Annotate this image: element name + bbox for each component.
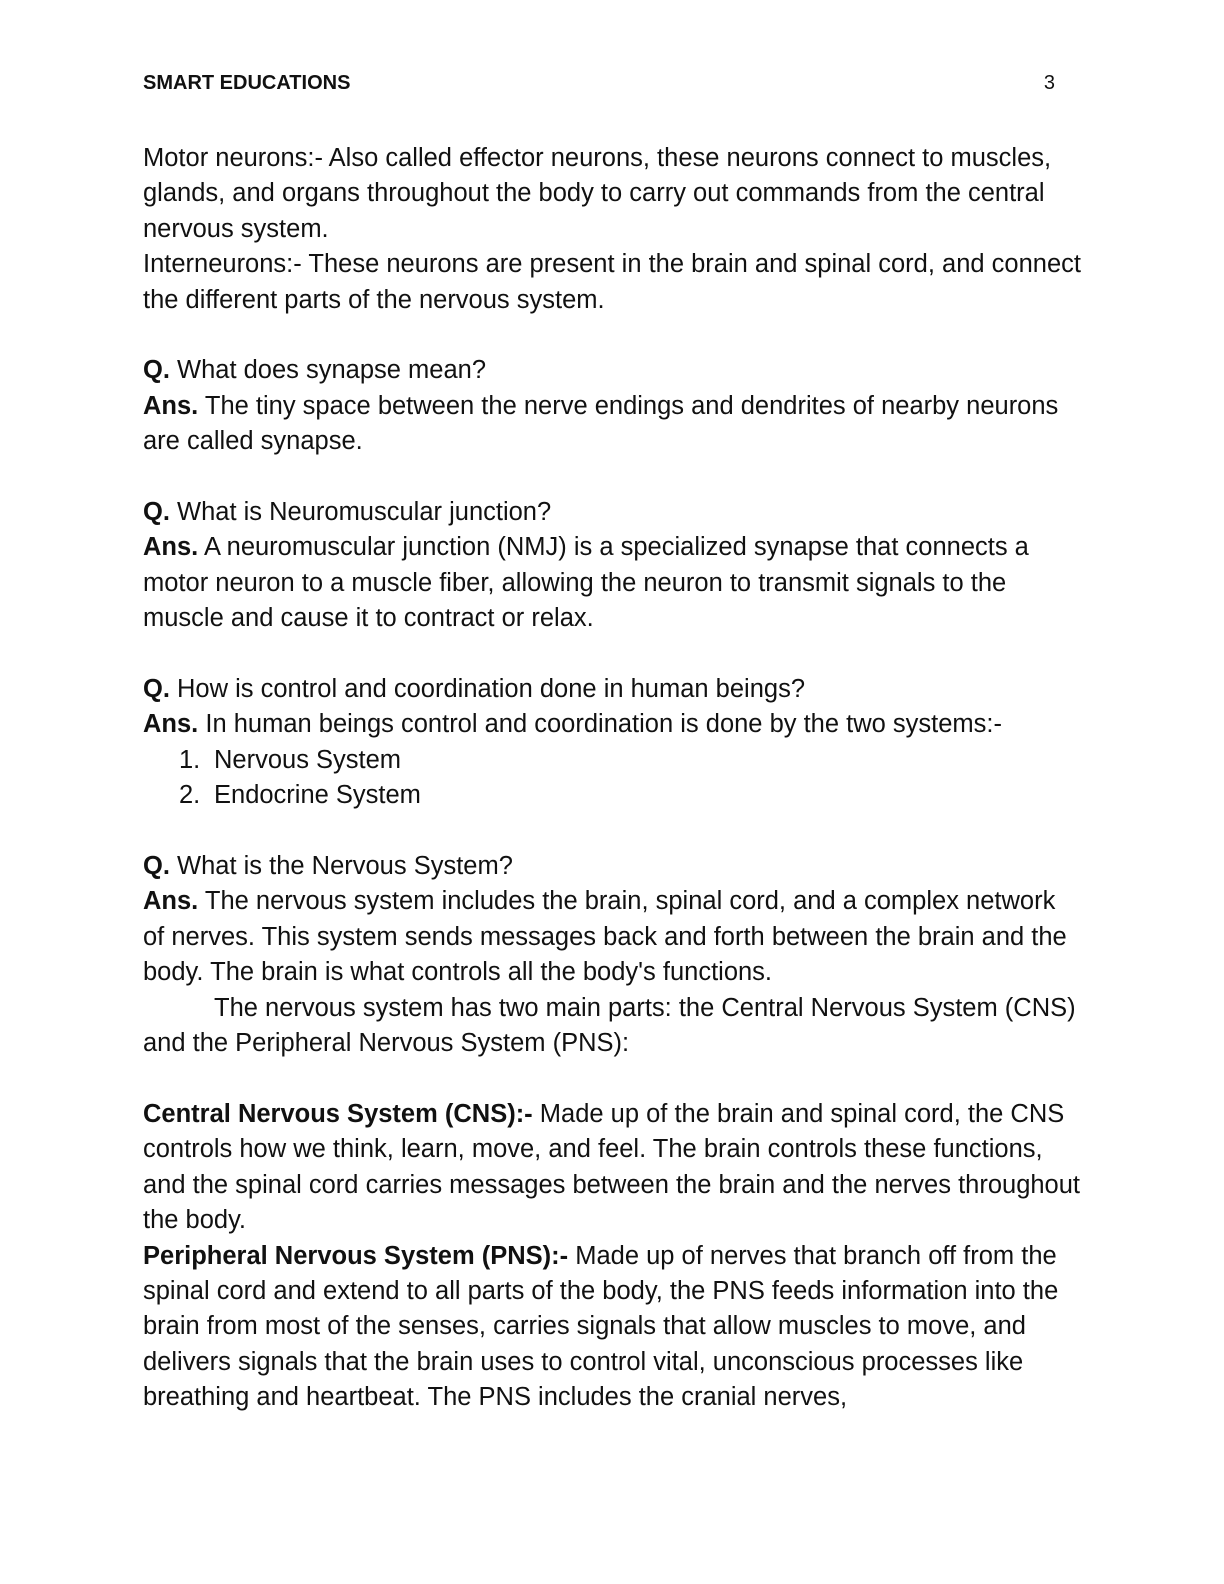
question-text: What is the Nervous System? [177,852,513,881]
pns-paragraph [143,1239,1083,1416]
question-text: What is Neuromuscular junction? [177,498,552,527]
pns-term: Peripheral Nervous System (PNS):- [143,1241,569,1270]
nervous-system-parts: The nervous system has two main parts: the Central Nervous System (CNS) and the Peripheral Nervous System (PNS): [143,993,1076,1058]
answer-text: In human beings control and coordination is done by the two systems:- [205,710,1002,739]
page-number: 3 [1043,72,1055,94]
answer-label: Ans. [143,533,199,562]
answer-control [143,707,1083,742]
answer-label: Ans. [143,887,199,916]
question-nmj [143,495,1083,530]
question-text: How is control and coordination done in human beings? [177,675,806,704]
answer-synapse [143,389,1083,460]
answer-text: A neuromuscular junction (NMJ) is a specialized synapse that connects a motor neuron to a muscle fiber, allowing the neuron to transmit signals to the muscle and cause it to contract or relax. [143,533,1029,633]
answer-nmj [143,530,1083,636]
motor-neurons-paragraph: Motor neurons:- Also called effector neurons, these neurons connect to muscles, glands, and organs throughout the body to carry out commands from the central nervous system. [143,144,1052,243]
list-item [143,778,1083,813]
cns-paragraph [143,1097,1083,1239]
header-title: SMART EDUCATIONS [143,72,351,94]
page-header [143,72,1055,98]
list-text: Endocrine System [214,781,421,810]
systems-list [143,743,1083,814]
question-label: Q. [143,356,170,385]
question-text: What does synapse mean? [177,356,487,385]
question-label: Q. [143,675,170,704]
answer-text: The nervous system includes the brain, spinal cord, and a complex network of nerves. This system sends messages back and forth between the brain and the body. The brain is what controls all the body's functions. [143,887,1067,987]
page-content [143,141,1083,1416]
cns-term: Central Nervous System (CNS):- [143,1099,533,1128]
question-nervous-system [143,849,1083,884]
answer-label: Ans. [143,391,199,420]
pns-text: Made up of nerves that branch off from the spinal cord and extend to all parts of the body, the PNS feeds information into the brain from most of the senses, carries signals that allow muscles to move, and delivers signals that the brain uses to control vital, unconscious processes like breathing and heartbeat. The PNS includes the cranial nerves, [143,1241,1059,1412]
question-label: Q. [143,498,170,527]
answer-text: The tiny space between the nerve endings and dendrites of nearby neurons are called synapse. [143,391,1059,456]
list-item [143,743,1083,778]
question-control [143,672,1083,707]
list-text: Nervous System [214,745,402,774]
list-number: 2. [179,781,201,810]
cns-text: Made up of the brain and spinal cord, the CNS controls how we think, learn, move, and feel. The brain controls these functions, and the spinal cord carries messages between the brain and the nerves throughout the body. [143,1099,1081,1235]
question-synapse [143,353,1083,388]
interneurons-paragraph: Interneurons:- These neurons are present in the brain and spinal cord, and connect the different parts of the nervous system. [143,250,1081,314]
question-label: Q. [143,852,170,881]
answer-nervous-system [143,884,1083,990]
answer-label: Ans. [143,710,199,739]
list-number: 1. [179,745,201,774]
